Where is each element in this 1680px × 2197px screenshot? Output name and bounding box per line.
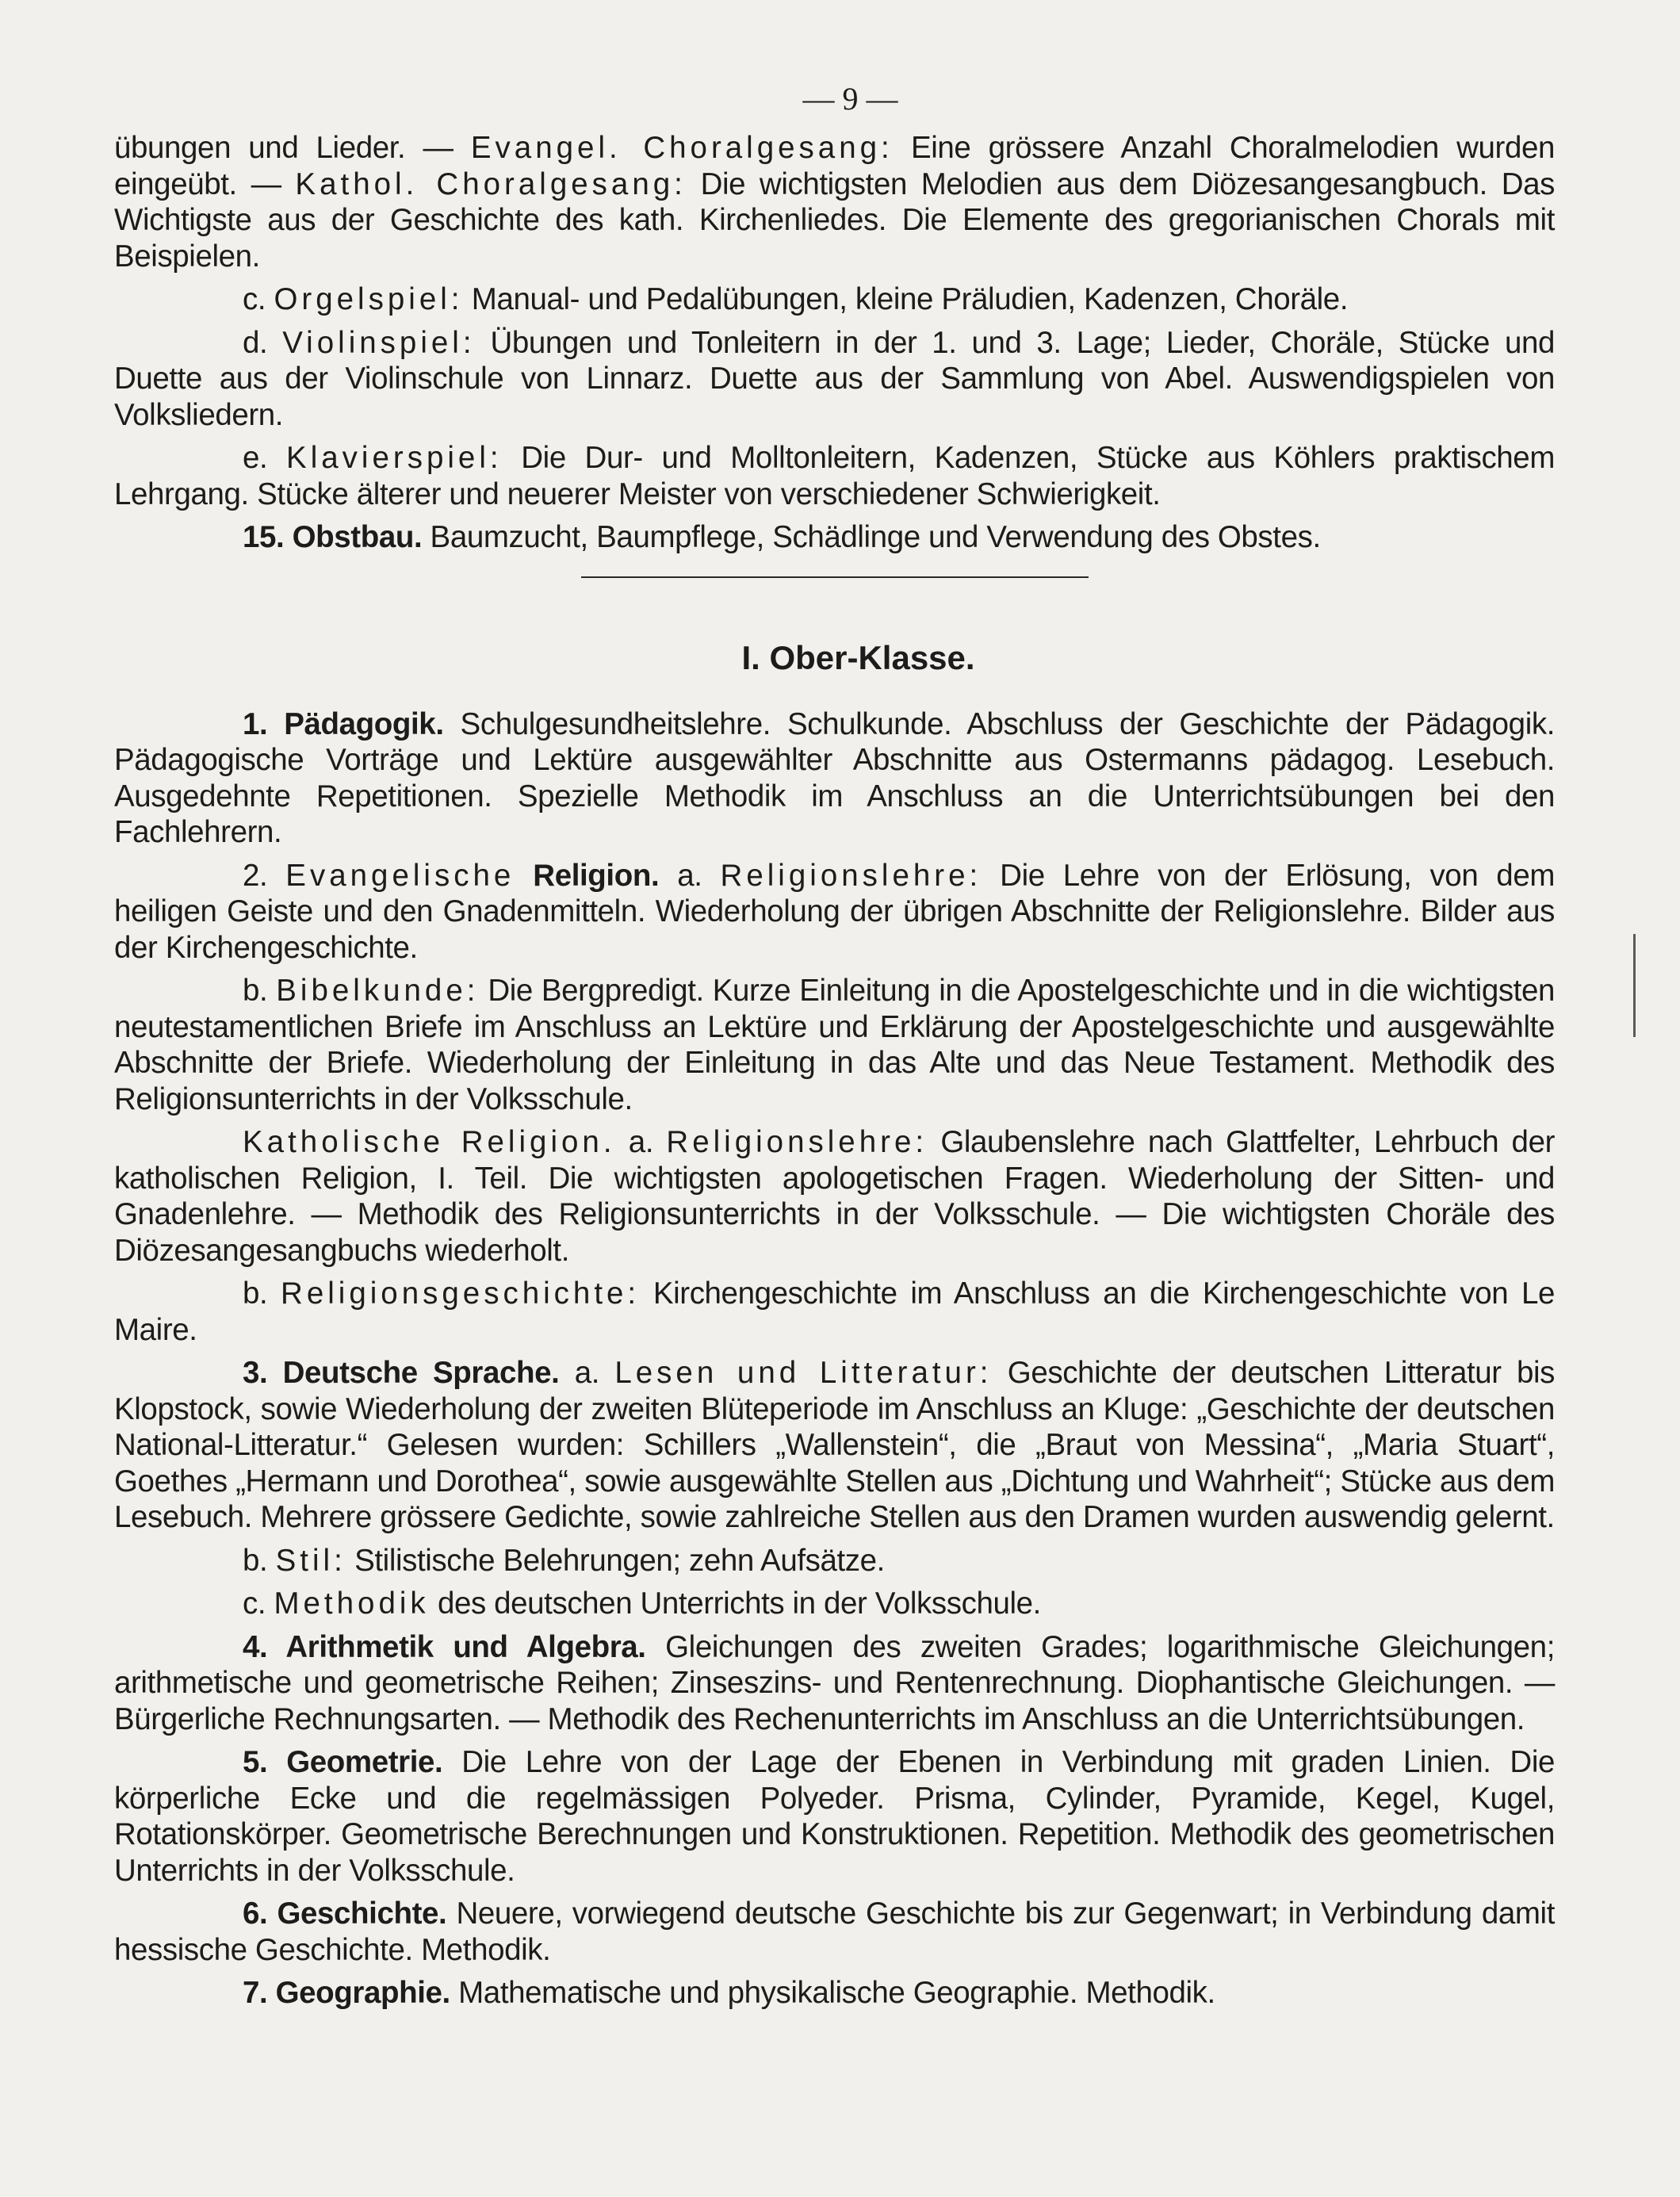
paragraph-gap — [114, 851, 1555, 858]
paragraph — [114, 1896, 1555, 1968]
paragraph — [114, 1276, 1555, 1348]
text-run: Gleichungen des zweiten Grades; logarithmische Gleichungen; arithmetische und geometrische Reihen; Zinseszins- und Rentenrechnung. Diophantische Gleichungen. — Bürgerliche Rechnungsarten. — Methodik des Rechenunterrichts im Anschluss an die Unterrichtsübungen. — [114, 1629, 1555, 1736]
text-run: a. — [559, 1356, 615, 1390]
heading-run: 3. Deutsche Sprache. — [243, 1356, 560, 1390]
paragraph — [114, 1629, 1555, 1738]
heading-run: 6. Geschichte. — [243, 1897, 447, 1931]
paragraph-gap — [114, 1889, 1555, 1896]
section-title: I. Ober-Klasse. — [741, 638, 975, 676]
text-run: übungen und Lieder. — — [114, 131, 471, 165]
text-run: Schulgesundheitslehre. Schulkunde. Abschluss der Geschichte der Pädagogik. Pädagogische Vorträge und Lektüre ausgewählter Abschnitte aus Ostermanns pädagog. Lesebuch. Ausgedehnte Repetitionen. Spezielle Methodik im Anschluss an die Unterrichtsübungen bei den Fachlehrern. — [114, 706, 1555, 849]
main-section — [114, 706, 1555, 2011]
heading-run: 7. Geographie. — [243, 1976, 450, 2010]
heading-run: Religion. — [533, 858, 660, 893]
paragraph — [114, 519, 1555, 556]
spaced-run: Bibelkunde: — [276, 974, 480, 1008]
paragraph — [114, 973, 1555, 1117]
heading-run: 15. Obstbau. — [243, 520, 423, 554]
text-run: b. — [243, 1276, 281, 1311]
text-run: Die Lehre von der Lage der Ebenen in Verbindung mit graden Linien. Die körperliche Ecke und die regelmässigen Polyeder. Prisma, Cylinder, Pyramide, Kegel, Kugel, Rotationskörper. Geometrische Berechnungen und Konstruktionen. Repetition. Methodik des geometrischen Unterrichts in der Volksschule. — [114, 1745, 1556, 1888]
paragraph — [114, 325, 1555, 434]
top-section — [114, 130, 1555, 556]
text-run: Baumzucht, Baumpflege, Schädlinge und Verwendung des Obstes. — [422, 520, 1321, 554]
spaced-run: Katholische Religion. — [243, 1125, 616, 1159]
paragraph — [114, 1124, 1555, 1269]
spaced-run: Evangelische — [285, 858, 515, 893]
margin-mark — [1633, 934, 1636, 1037]
paragraph-gap — [114, 1622, 1555, 1629]
text-run: Glaubenslehre nach Glattfelter, Lehrbuch der katholischen Religion, I. Teil. Die wichtigsten apologetischen Fragen. Wiederholung der Sitten- und Gnadenlehre. — Methodik des Religionsunterrichts in der Volksschule. — Die wichtigsten Choräle des Diözesangesangbuchs wiederholt. — [114, 1125, 1555, 1268]
text-run: c. — [243, 282, 274, 316]
paragraph-gap — [114, 274, 1555, 281]
paragraph — [114, 706, 1555, 851]
text-run: b. — [243, 974, 277, 1008]
paragraph-gap — [114, 1348, 1555, 1355]
text-run: Übungen und Tonleitern in der 1. und 3. Lage; Lieder, Choräle, Stücke und Duette aus der Violinschule von Linnarz. Duette aus der Sammlung von Abel. Auswendigspielen von Volksliedern. — [114, 325, 1555, 432]
text-run: d. — [243, 325, 283, 360]
text-run: Die Dur- und Molltonleitern, Kadenzen, Stücke aus Köhlers praktischem Lehrgang. Stücke älterer und neuerer Meister von verschiedener Schwierigkeit. — [114, 441, 1555, 511]
spaced-run: Stil: — [275, 1543, 346, 1578]
spaced-run: Lesen und Litteratur: — [614, 1356, 993, 1390]
text-run: c. — [243, 1587, 274, 1621]
paragraph-gap — [114, 1579, 1555, 1586]
text-run: Stilistische Belehrungen; zehn Aufsätze. — [346, 1543, 885, 1578]
paragraph-gap — [114, 1536, 1555, 1543]
spaced-run: Religionslehre: — [666, 1125, 928, 1159]
paragraph — [114, 281, 1555, 318]
spaced-run: Violinspiel: — [282, 325, 476, 360]
paragraph — [114, 1543, 1555, 1579]
paragraph-gap — [114, 318, 1555, 325]
text-run: Mathematische und physikalische Geographie. Methodik. — [450, 1976, 1215, 2010]
spaced-run: Kathol. Choralgesang: — [295, 166, 687, 201]
paragraph-gap — [114, 966, 1555, 973]
paragraph — [114, 440, 1555, 512]
heading-run: 5. Geometrie. — [243, 1745, 443, 1779]
text-run: Die Bergpredigt. Kurze Einleitung in die Apostelgeschichte und in die wichtigsten neutestamentlichen Briefe im Anschluss an Lektüre und Erklärung der Apostelgeschichte und ausgewählte Abschnitte der Briefe. Wiederholung der Einleitung in das Alte und das Neue Testament. Methodik des Religionsunterrichts in der Volksschule. — [114, 974, 1556, 1116]
section-divider — [581, 576, 1089, 578]
text-run: b. — [243, 1543, 276, 1578]
paragraph — [114, 1975, 1555, 2011]
spaced-run: Methodik — [274, 1587, 430, 1621]
spaced-run: Religionslehre: — [720, 858, 982, 893]
text-run: a. — [615, 1125, 667, 1159]
paragraph — [114, 858, 1555, 966]
text-run: a. — [659, 858, 721, 893]
paragraph-gap — [114, 1269, 1555, 1276]
heading-run: 4. Arithmetik und Algebra. — [243, 1629, 646, 1664]
paragraph — [114, 130, 1555, 274]
paragraph — [114, 1355, 1555, 1536]
paragraph-gap — [114, 1968, 1555, 1975]
text-run: Die wichtigsten Melodien aus dem Diözesangesangbuch. Das Wichtigste aus der Geschichte des kath. Kirchenliedes. Die Elemente des gregorianischen Chorals mit Beispielen. — [114, 166, 1555, 274]
text-run — [515, 859, 533, 893]
text-run: Manual- und Pedalübungen, kleine Präludien, Kadenzen, Choräle. — [463, 282, 1349, 316]
text-run: Neuere, vorwiegend deutsche Geschichte bis zur Gegenwart; in Verbindung damit hessische Geschichte. Methodik. — [114, 1897, 1555, 1967]
paragraph-gap — [114, 1737, 1555, 1744]
paragraph — [114, 1744, 1555, 1889]
text-run: e. — [243, 441, 287, 475]
text-run: Kirchengeschichte im Anschluss an die Kirchengeschichte von Le Maire. — [114, 1276, 1555, 1347]
spaced-run: Orgelspiel: — [274, 282, 464, 316]
text-run: 2. — [243, 858, 286, 893]
paragraph-gap — [114, 512, 1555, 519]
text-run: Die Lehre von der Erlösung, von dem heiligen Geiste und den Gnadenmitteln. Wiederholung der übrigen Abschnitte der Religionslehre. Bilder aus der Kirchengeschichte. — [114, 858, 1556, 965]
spaced-run: Evangel. Choralgesang: — [470, 131, 894, 165]
paragraph — [114, 1586, 1555, 1622]
text-run: Geschichte der deutschen Litteratur bis Klopstock, sowie Wiederholung der zweiten Blüteperiode im Anschluss an Kluge: „Geschichte der deutschen National-Litteratur.“ Gelesen wurden: Schillers „Wallenstein“, die „Braut von Messina“, „Maria Stuart“, Goethes „Hermann und Dorothea“, sowie ausgewählte Stellen aus „Dichtung und Wahrheit“; Stücke aus dem Lesebuch. Mehrere grössere Gedichte, sowie zahlreiche Stellen aus den Dramen wurden auswendig gelernt. — [114, 1356, 1556, 1534]
paragraph-gap — [114, 433, 1555, 440]
text-run: Eine grössere Anzahl Choralmelodien wurden eingeübt. — — [114, 131, 1555, 201]
paragraph-gap — [114, 1117, 1555, 1124]
text-run: des deutschen Unterrichts in der Volksschule. — [429, 1587, 1041, 1621]
spaced-run: Religionsgeschichte: — [281, 1276, 641, 1311]
page-number: — 9 — — [802, 81, 898, 117]
spaced-run: Klavierspiel: — [286, 441, 503, 475]
heading-run: 1. Pädagogik. — [243, 706, 444, 741]
